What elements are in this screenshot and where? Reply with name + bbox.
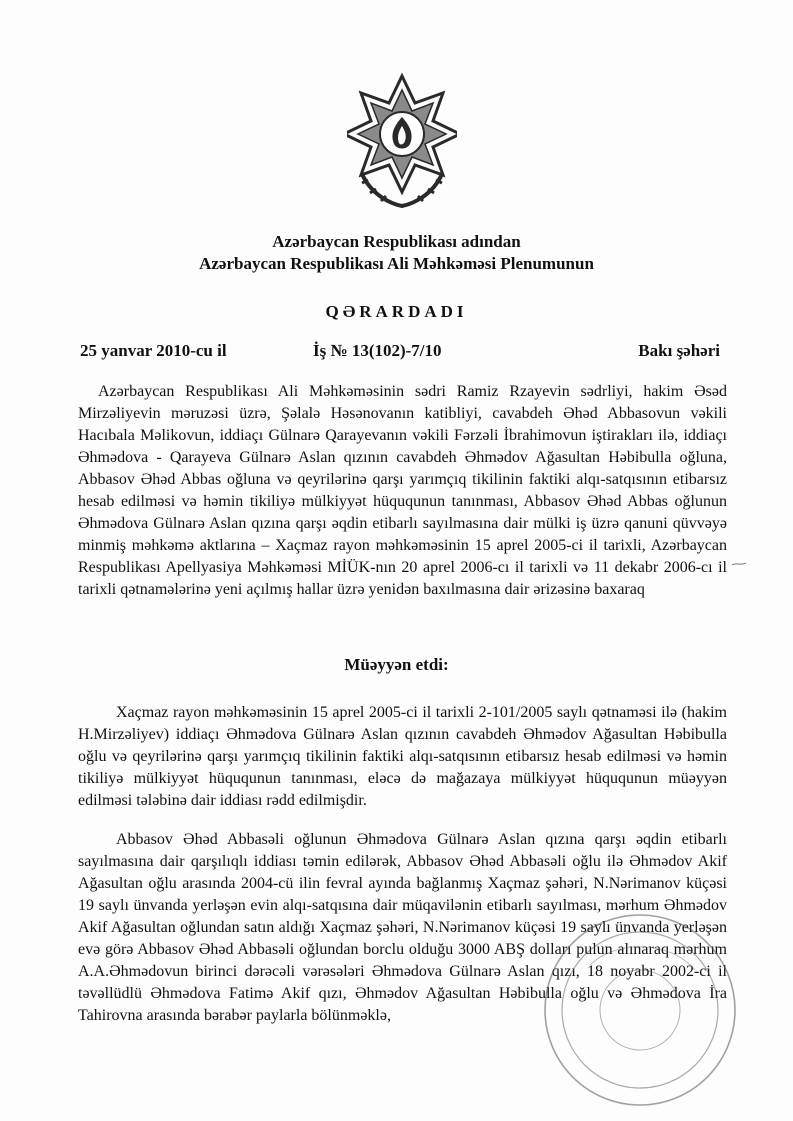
document-title: QƏRARDADI [325, 302, 468, 321]
section-subheading: Müəyyən etdi: [344, 655, 449, 674]
intro-paragraph: Azərbaycan Respublikası Ali Məhkəməsinin sədri Ramiz Rzayevin sədrliyi, hakim Əsəd Mirzəliyevin məruzəsi üzrə, Şəlalə Həsənovanın katibliyi, cavabdeh Əhəd Abbasovun vəkili Hacıbala Məlikovun, iddiaçı Gülnarə Qarayevanın vəkili Fərzəli İbrahimovun iştirakları ilə, iddiaçı Əhmədova - Qarayeva Gülnarə Aslan qızının cavabdeh Əhmədov Ağasultan Həbibulla oğluna, Abbasov Əhəd Abbas oğluna və qeyrilərinə qarşı yarımçıq tikilinin faktiki alqı-satqısının etibarsız hesab edilməsi və həmin tikiliyə mülkiyyət hüququnun tanınması, Abbasov Əhəd Abbas oğlunun Əhmədova Gülnarə Aslan qızına qarşı əqdin etibarlı sayılmasına dair mülki iş üzrə qanuni qüvvəyə minmiş məhkəmə aktlarına – Xaçmaz rayon məhkəməsinin 15 aprel 2005-ci il tarixli, Azərbaycan Respublikası Apellyasiya Məhkəməsi MİÜK-nın 20 aprel 2006-cı il tarixli və 11 dekabr 2006-cı il tarixli qətnamələrinə yeni açılmış hallar üzrə yenidən baxılmasına dair ərizəsinə baxaraq [78, 383, 727, 598]
document-city: Bakı şəhəri [638, 341, 720, 360]
finding-paragraph-1: Xaçmaz rayon məhkəməsinin 15 aprel 2005-ci il tarixli 2-101/2005 saylı qətnaməsi ilə (hakim H.Mirzəliyev) iddiaçı Əhmədova Gülnarə Aslan qızının cavabdeh Əhmədov Ağasultan Həbibulla oğlu və qeyrilərinə qarşı yarımçıq tikilinin faktiki alqı-satqısının etibarsız hesab edilməsi və həmin tikiliyə mülkiyyət hüququnun tanınması, eləcə də mağazaya mülkiyyət hüququnun müəyyən edilməsi tələbinə dair iddiası rədd edilmişdir. [78, 704, 727, 809]
court-stamp-icon [520, 880, 760, 1120]
finding-paragraph-2: Abbasov Əhəd Abbasəli oğlunun Əhmədova Gülnarə Aslan qızına qarşı əqdin etibarlı sayılmasına dair qarşılıqlı iddiası təmin edilərək, Abbasov Əhəd Abbasəli oğlu ilə Əhmədov Akif Ağasultan oğlu arasında 2004-cü ilin fevral ayında bağlanmış Xaçmaz şəhəri, N.Nərimanov küçəsi 19 saylı ünvanda yerləşən evin alqı-satqısına dair müqavilənin etibarlı sayılması, mərhum Əhmədov Akif Ağasultan oğlundan satın aldığı Xaçmaz şəhəri, N.Nərimanov küçəsi 19 saylı ünvanda yerləşən evə görə Abbasov Əhəd Abbasəli oğlundan borclu olduğu 3000 ABŞ dolları pulun alınaraq mərhum A.A.Əhmədovun birinci dərəcəli vərəsələri Əhmədova Gülnarə Aslan qızı, 18 noyabr 2002-ci il təvəllüdlü Əhmədova Fatimə Akif qızı, Əhmədov Ağasultan Həbibulla oğlu və Əhmədova İra Tahirovna arasında bərabər paylarla bölünməklə, [78, 831, 727, 1024]
document-date: 25 yanvar 2010-cu il [80, 341, 227, 360]
header-line-1: Azərbaycan Respublikası adından [272, 232, 521, 251]
case-number: İş № 13(102)-7/10 [313, 341, 442, 360]
azerbaijan-state-emblem-icon [347, 62, 457, 212]
header-line-2: Azərbaycan Respublikası Ali Məhkəməsi Plenumunun [199, 254, 594, 273]
scan-artifact-mark [732, 562, 746, 566]
